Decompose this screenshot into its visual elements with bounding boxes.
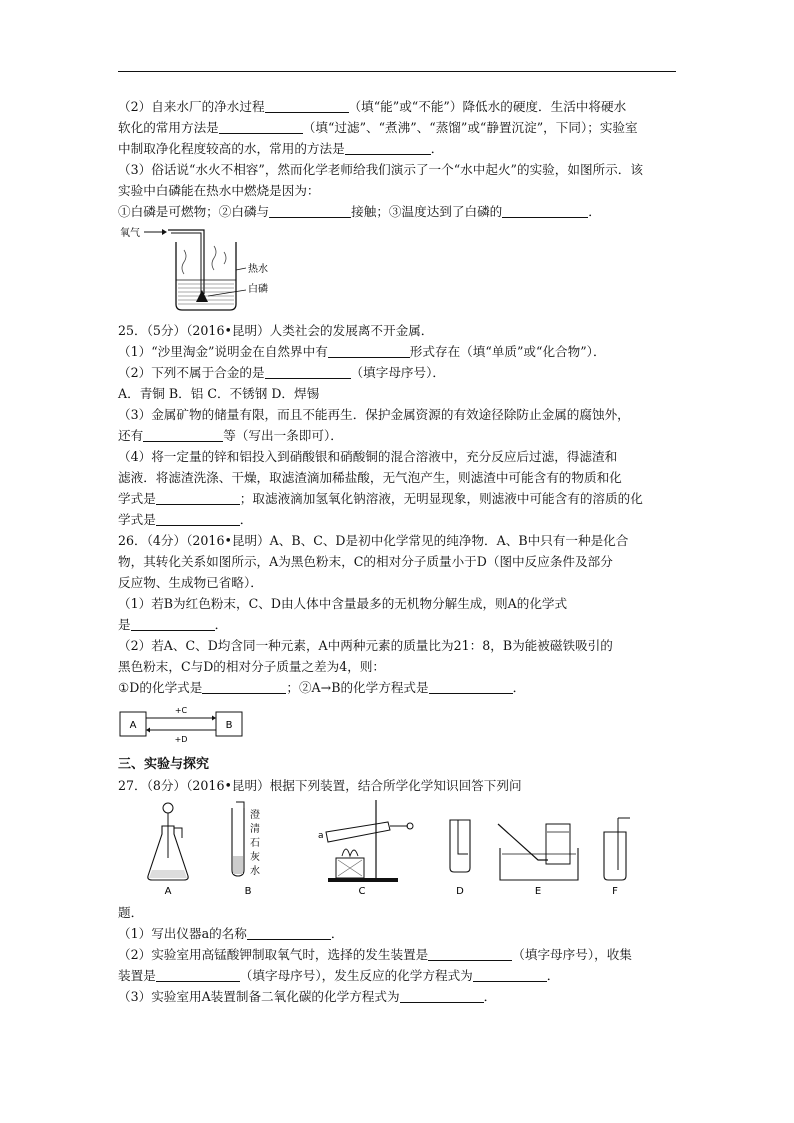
label-b: B <box>244 886 252 897</box>
header-rule <box>118 71 676 72</box>
answer-blank[interactable] <box>143 428 223 442</box>
text: ． <box>512 680 526 695</box>
leader-line <box>208 290 246 296</box>
text: 实验中白磷能在热水中燃烧是因为： <box>118 183 320 198</box>
text: （1）写出仪器a的名称 <box>118 926 247 941</box>
text: 还有 <box>118 428 144 443</box>
q25-line <box>118 467 678 488</box>
text: ①D的化学式是 <box>118 680 203 695</box>
label-small-a: a <box>318 831 324 841</box>
q25-line <box>118 362 678 383</box>
text: （3）金属矿物的储量有限，而且不能再生．保护金属资源的有效途径除防止金属的腐蚀外， <box>118 407 630 422</box>
q26-line <box>118 572 678 593</box>
answer-blank[interactable] <box>473 968 547 982</box>
q26-line <box>118 635 678 656</box>
liquid <box>149 870 187 878</box>
q27-head <box>118 775 678 796</box>
text: （3）实验室用A装置制备二氧化碳的化学方程式为 <box>118 989 400 1004</box>
limewater-char: 灰 <box>250 852 260 863</box>
text: （填“过滤”、“煮沸”、“蒸馏”或“静置沉淀”，下同）；实验室 <box>302 120 638 135</box>
text: ． <box>483 989 497 1004</box>
text: 黑色粉末，C与D的相对分子质量之差为4，则： <box>118 659 386 674</box>
text: A．青铜 B．铝 C．不锈钢 D．焊锡 <box>118 386 320 401</box>
q27-line <box>118 923 678 944</box>
q27-line <box>118 902 678 923</box>
collecting-jar <box>546 824 570 864</box>
label-e: E <box>534 886 542 897</box>
q25-line <box>118 404 678 425</box>
arrow-top-label: +C <box>174 706 188 715</box>
text: 题． <box>118 905 144 920</box>
exam-page <box>118 96 678 1007</box>
text: ． <box>214 617 228 632</box>
answer-blank[interactable] <box>131 617 215 631</box>
text: 软化的常用方法是 <box>118 120 219 135</box>
text: 27．（8分）（2016•昆明）根据下列装置，结合所学化学知识回答下列问 <box>118 778 522 793</box>
text: （2）下列不属于合金的是 <box>118 365 265 380</box>
text: 25．（5分）（2016•昆明）人类社会的发展离不开金属． <box>118 323 434 338</box>
leader-line <box>236 268 246 270</box>
text: （1）若B为红色粉末，C、D由人体中含量最多的无机物分解生成，则A的化学式 <box>118 596 568 611</box>
apparatus-c <box>318 800 413 897</box>
answer-blank[interactable] <box>269 204 351 218</box>
oxygen-label: 氧气 <box>120 228 140 239</box>
q25-head <box>118 320 678 341</box>
text: 26．（4分）（2016•昆明）A、B、C、D是初中化学常见的纯净物．A、B中只有一种是化合 <box>118 533 629 548</box>
limewater-char: 清 <box>250 824 260 835</box>
text: 是 <box>118 617 131 632</box>
white-phosphorus-label: 白磷 <box>248 284 268 295</box>
f-jar <box>604 832 626 880</box>
apparatus-figure <box>118 798 678 898</box>
f-tube <box>618 818 630 870</box>
apparatus-b <box>232 802 260 897</box>
apparatus-d <box>450 820 470 897</box>
limewater-char: 澄 <box>250 810 260 821</box>
label-c: C <box>358 886 366 897</box>
q25-options <box>118 383 678 404</box>
gas-tube <box>168 230 204 294</box>
answer-blank[interactable] <box>202 680 286 694</box>
text: 中制取净化程度较高的水，常用的方法是 <box>118 141 345 156</box>
text: （填“能”或“不能”）降低水的硬度．生活中将硬水 <box>348 99 627 114</box>
text: （填字母序号），发生反应的化学方程式为 <box>239 968 473 983</box>
text: （1）“沙里淘金”说明金在自然界中有 <box>118 344 328 359</box>
text: （填字母序号），收集 <box>512 947 632 962</box>
text: 物，其转化关系如图所示，A为黑色粉末，C的相对分子质量小于D（图中反应条件及部分 <box>118 554 613 569</box>
funnel-bulb <box>163 803 173 813</box>
text: （4）将一定量的锌和铝投入到硝酸银和硝酸铜的混合溶液中，充分反应后过滤，得滤渣和 <box>118 449 618 464</box>
text: ①白磷是可燃物；②白磷与 <box>118 204 270 219</box>
answer-blank[interactable] <box>265 365 351 379</box>
q27-line <box>118 986 678 1007</box>
limewater <box>233 856 243 874</box>
text: 装置是 <box>118 968 156 983</box>
text: 等（写出一条即可）． <box>223 428 343 443</box>
q24-line <box>118 180 678 201</box>
forward-arrow-head <box>212 716 216 721</box>
q26-head <box>118 530 678 551</box>
stand-base <box>328 878 398 882</box>
text: ． <box>430 141 444 156</box>
limewater-char: 水 <box>250 866 260 877</box>
answer-blank[interactable] <box>328 344 410 358</box>
q26-line <box>118 614 678 635</box>
q24-line <box>118 96 678 117</box>
text: 学式是 <box>118 512 156 527</box>
q27-line <box>118 965 678 986</box>
q24-line <box>118 138 678 159</box>
answer-blank[interactable] <box>429 680 513 694</box>
q27-line <box>118 944 678 965</box>
text: ． <box>546 968 560 983</box>
box-a-label: A <box>129 720 137 731</box>
arrow-bottom-label: +D <box>174 735 188 744</box>
heated-tube <box>326 822 390 842</box>
q26-line <box>118 593 678 614</box>
answer-blank[interactable] <box>400 989 484 1003</box>
q25-line <box>118 446 678 467</box>
apparatus-a <box>148 803 188 897</box>
apparatus-f <box>604 818 630 897</box>
text: （2）若A、C、D均含同一种元素，A中两种元素的质量比为21：8，B为能被磁铁吸引的 <box>118 638 613 653</box>
label-f: F <box>612 886 618 897</box>
answer-blank[interactable] <box>502 204 588 218</box>
label-a: A <box>164 886 172 897</box>
text: 形式存在（填“单质”或“化合物”）． <box>409 344 606 359</box>
backward-arrow-head <box>146 728 150 733</box>
answer-blank[interactable] <box>156 512 240 526</box>
a-b-conversion-diagram <box>118 702 248 744</box>
label-d: D <box>456 886 464 897</box>
text: 学式是 <box>118 491 156 506</box>
lamp-hatch <box>338 860 362 876</box>
beaker-figure <box>118 224 678 316</box>
answer-blank[interactable] <box>428 947 512 961</box>
q24-line <box>118 201 678 222</box>
q26-line <box>118 677 678 698</box>
text: ． <box>239 512 253 527</box>
hot-water-label: 热水 <box>248 264 268 275</box>
q26-line <box>118 551 678 572</box>
answer-blank[interactable] <box>219 120 303 134</box>
arrow-head <box>162 229 167 235</box>
limewater-char: 石 <box>250 838 260 849</box>
d-jar <box>450 820 470 872</box>
q24-line <box>118 159 678 180</box>
q26-line <box>118 656 678 677</box>
answer-blank[interactable] <box>156 968 240 982</box>
text: （2）自来水厂的净水过程 <box>118 99 265 114</box>
answer-blank[interactable] <box>156 491 240 505</box>
e-delivery-tube <box>498 824 548 860</box>
text: 滤液．将滤渣洗涤、干燥，取滤渣滴加稀盐酸，无气泡产生，则滤渣中可能含有的物质和化 <box>118 470 622 485</box>
q24-line <box>118 117 678 138</box>
section-title: 三、实验与探究 <box>118 757 210 772</box>
d-tube <box>458 820 468 854</box>
q25-line <box>118 341 678 362</box>
answer-blank[interactable] <box>345 141 431 155</box>
q25-line <box>118 509 678 530</box>
white-phosphorus-beaker-diagram <box>118 224 298 316</box>
flame <box>342 849 358 856</box>
box-b-label: B <box>225 720 233 731</box>
conversion-figure <box>118 702 678 744</box>
apparatus-e <box>498 824 578 897</box>
q25-line <box>118 425 678 446</box>
text: ． <box>588 204 601 219</box>
q25-line <box>118 488 678 509</box>
b-tube <box>236 802 244 858</box>
text: ． <box>330 926 344 941</box>
apparatus-diagram <box>118 798 638 898</box>
answer-blank[interactable] <box>265 99 349 113</box>
text: ；②A→B的化学方程式是 <box>286 680 429 695</box>
text: 反应物、生成物已省略）． <box>118 575 263 590</box>
text: （3）俗话说“水火不相容”，然而化学老师给我们演示了一个“水中起火”的实验，如图所示．该 <box>118 162 643 177</box>
text: （2）实验室用高锰酸钾制取氧气时，选择的发生装置是 <box>118 947 429 962</box>
text: ；取滤液滴加氢氧化钠溶液，无明显现象，则滤液中可能含有的溶质的化 <box>239 491 643 506</box>
text: （填字母序号）． <box>350 365 445 380</box>
text: 接触；③温度达到了白磷的 <box>351 204 503 219</box>
answer-blank[interactable] <box>247 926 331 940</box>
